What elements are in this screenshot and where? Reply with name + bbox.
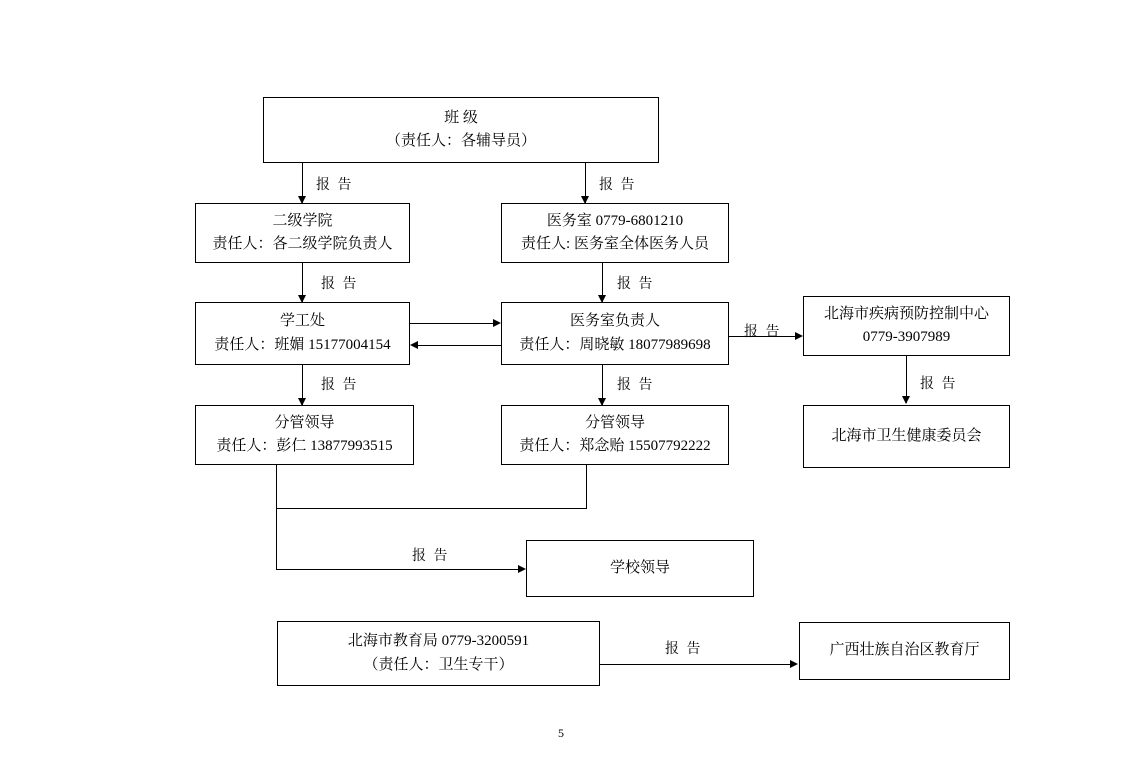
edge-label-college-to-student-affairs: 报 告 — [321, 277, 359, 292]
node-education-bureau — [277, 621, 600, 686]
node-leader-left-line1: 分管领导 — [274, 414, 335, 431]
edge-leaders-merge — [276, 508, 587, 509]
page-number: 5 — [558, 726, 564, 740]
node-provincial-education — [799, 622, 1010, 680]
node-student-affairs-line2: 责任人：班媚 15177004154 — [214, 336, 391, 353]
node-secondary-college-line2: 责任人：各二级学院负责人 — [212, 236, 393, 252]
node-health-commission-line1: 北海市卫生健康委员会 — [831, 427, 982, 444]
node-leader-right-line1: 分管领导 — [584, 414, 645, 431]
arrowhead-clinic-head-to-cdc — [795, 332, 803, 340]
node-student-affairs — [195, 302, 410, 365]
node-provincial-education-line1: 广西壮族自治区教育厅 — [829, 642, 980, 659]
node-clinic — [501, 203, 729, 263]
node-clinic-head — [501, 302, 729, 365]
edge-label-clinic-head-to-leader-right: 报 告 — [617, 378, 655, 393]
edge-clinic-head-to-student-affairs — [412, 345, 501, 346]
node-clinic-head-line1: 医务室负责人 — [569, 313, 660, 330]
node-cdc-line2: 0779-3907989 — [862, 329, 951, 345]
node-class-line1: 班 级 — [444, 109, 478, 126]
edge-label-class-to-college: 报 告 — [316, 178, 354, 193]
node-cdc — [803, 296, 1010, 356]
arrowhead-student-affairs-to-clinic-head — [493, 319, 501, 327]
edge-label-clinic-to-clinic-head: 报 告 — [617, 277, 655, 292]
arrowhead-clinic-head-to-student-affairs — [410, 341, 418, 349]
edge-education-bureau-to-provincial — [600, 664, 793, 665]
node-education-bureau-line1: 北海市教育局 0779-3200591 — [347, 633, 530, 650]
node-leader-left — [195, 405, 414, 465]
node-clinic-head-line2: 责任人：周晓敏 18077989698 — [519, 336, 711, 353]
edge-label-student-affairs-to-leader-left: 报 告 — [321, 378, 359, 393]
node-leader-right — [501, 405, 729, 465]
edge-merge-to-school-leader — [276, 508, 277, 569]
node-health-commission — [803, 405, 1010, 468]
edge-leader-right-down — [586, 465, 587, 508]
edge-student-affairs-to-clinic-head — [410, 323, 495, 324]
edge-label-education-bureau-to-provincial: 报 告 — [665, 642, 703, 657]
edge-label-cdc-to-health-commission: 报 告 — [920, 377, 958, 392]
node-clinic-line1: 医务室 0779-6801210 — [546, 212, 684, 229]
edge-to-school-leader — [276, 569, 524, 570]
node-class — [263, 97, 659, 163]
edge-label-class-to-clinic: 报 告 — [599, 178, 637, 193]
node-secondary-college — [195, 203, 410, 263]
arrowhead-cdc-to-health-commission — [902, 396, 910, 404]
edge-leader-left-down — [276, 465, 277, 508]
node-school-leader — [526, 540, 754, 597]
arrowhead-education-bureau-to-provincial — [790, 660, 798, 668]
node-secondary-college-line1: 二级学院 — [272, 212, 333, 229]
arrowhead-to-school-leader — [518, 565, 526, 573]
node-education-bureau-line2: （责任人：卫生专干） — [363, 656, 514, 673]
node-leader-right-line2: 责任人：郑念贻 15507792222 — [519, 438, 711, 454]
node-student-affairs-line1: 学工处 — [279, 313, 325, 330]
node-class-line2: （责任人：各辅导员） — [385, 133, 536, 149]
node-leader-left-line2: 责任人：彭仁 13877993515 — [216, 438, 393, 454]
edge-label-clinic-head-to-cdc: 报 告 — [744, 325, 782, 340]
node-school-leader-line1: 学校领导 — [609, 559, 670, 576]
edge-label-leaders-to-school-leader: 报 告 — [412, 549, 450, 564]
node-cdc-line1: 北海市疾病预防控制中心 — [823, 305, 989, 322]
node-clinic-line2: 责任人: 医务室全体医务人员 — [521, 236, 709, 252]
